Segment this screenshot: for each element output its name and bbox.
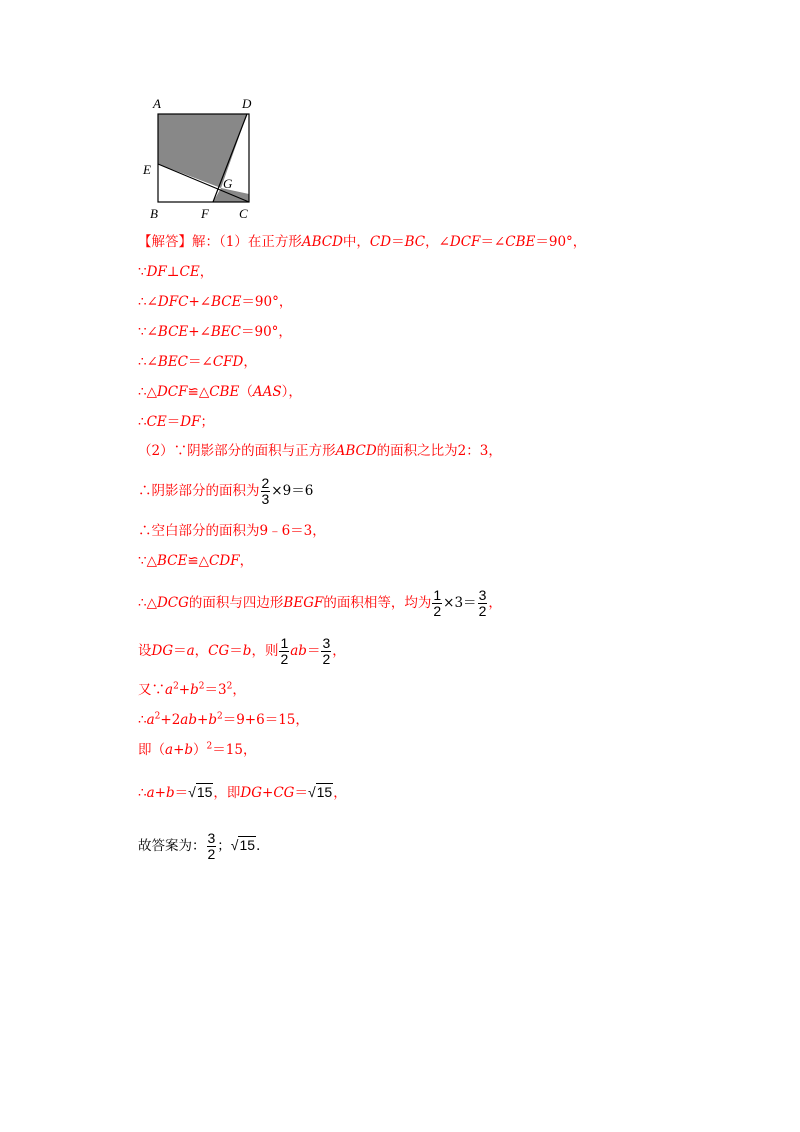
radicand: 15 — [316, 784, 333, 800]
math: BEC — [157, 354, 189, 370]
text: ，则 — [251, 643, 279, 659]
denominator: 2 — [207, 846, 216, 862]
numerator: 3 — [478, 587, 487, 603]
math: a — [186, 643, 195, 659]
solution-line-14 — [138, 682, 246, 698]
math: ABCD — [301, 234, 343, 250]
text: 中， — [342, 234, 370, 250]
answer-tag: 【解答】 — [138, 234, 192, 250]
text: ＝90°， — [241, 324, 292, 340]
text: + — [173, 742, 185, 758]
math: ab — [290, 643, 307, 659]
math: CG — [208, 643, 230, 659]
text: ∴ — [138, 414, 147, 430]
exponent: 2 — [206, 741, 213, 752]
text: ， — [333, 785, 347, 801]
denominator: 3 — [261, 491, 270, 507]
text: （ — [239, 384, 253, 400]
text: ， — [194, 643, 209, 659]
text: ＝∠ — [480, 234, 506, 250]
math: a — [165, 682, 174, 698]
text: ＝ — [173, 643, 187, 659]
label-g: G — [223, 176, 233, 191]
text: ； — [200, 414, 214, 430]
text: + — [262, 785, 274, 801]
math: a — [146, 785, 155, 801]
math: BEGF — [283, 595, 324, 611]
text: ∴ — [138, 712, 147, 728]
answer-line — [138, 830, 270, 862]
square-root: √15 — [307, 784, 333, 800]
text: ＝ — [294, 785, 308, 801]
text: 又∵ — [138, 682, 165, 698]
math: CE — [179, 264, 200, 280]
math: CG — [273, 785, 295, 801]
math: DG — [151, 643, 174, 659]
exponent: 2 — [154, 711, 161, 722]
text: 故答案为： — [138, 838, 206, 854]
radicand: 15 — [239, 837, 256, 853]
math: b — [165, 785, 175, 801]
text: +∠ — [188, 324, 211, 340]
math: ×9＝6 — [271, 483, 314, 499]
text: 的面积相等，均为 — [323, 595, 432, 611]
solution-line-6 — [138, 384, 302, 400]
square-figure — [138, 94, 268, 222]
label-b: B — [150, 206, 158, 221]
label-f: F — [201, 206, 209, 221]
text: ＝ — [174, 785, 189, 801]
text: 的面积之比为2：3， — [376, 443, 502, 459]
fraction — [432, 588, 442, 619]
text: + — [178, 682, 191, 698]
math: DCF — [449, 234, 481, 250]
exponent: 2 — [226, 681, 233, 692]
math: ab — [180, 712, 197, 728]
denominator: 2 — [322, 651, 331, 667]
numerator: 3 — [207, 830, 216, 846]
math: CBE — [505, 234, 536, 250]
math: CBE — [209, 384, 240, 400]
math: DF — [180, 414, 201, 430]
text: ∴ — [138, 785, 147, 801]
math: a — [146, 712, 155, 728]
radicand: 15 — [196, 784, 213, 800]
solution-line-16 — [138, 742, 256, 758]
text: ≌△ — [187, 384, 210, 400]
denominator: 2 — [433, 603, 442, 619]
text: ∴∠ — [138, 294, 158, 310]
math: DCG — [156, 595, 189, 611]
text: ． — [256, 838, 270, 854]
math: BCE — [156, 553, 188, 569]
text: ＝15， — [212, 742, 257, 758]
shaded-quadrilateral — [158, 114, 247, 188]
math: CFD — [212, 354, 244, 370]
math: b — [208, 712, 217, 728]
math: ABCD — [335, 443, 377, 459]
text: ∵ — [138, 264, 147, 280]
solution-line-1 — [138, 234, 586, 250]
text: ∴△ — [138, 595, 157, 611]
fraction — [261, 476, 271, 507]
solution-line-13 — [138, 636, 346, 667]
math: DF — [146, 264, 167, 280]
text: ； — [217, 838, 231, 854]
denominator: 2 — [280, 651, 289, 667]
math: AAS — [252, 384, 282, 400]
text: ＝90°， — [241, 294, 293, 310]
text: 的面积与四边形 — [188, 595, 284, 611]
geometry-diagram — [138, 94, 268, 222]
text: ∴∠ — [138, 354, 158, 370]
text: ＝ — [391, 234, 405, 250]
text: +∠ — [188, 294, 212, 310]
text: ＝∠ — [188, 354, 213, 370]
text: ∴△ — [138, 384, 157, 400]
numerator: 1 — [433, 587, 442, 603]
exponent: 2 — [216, 711, 223, 722]
solution-line-11 — [138, 553, 253, 569]
text: 解：（1）在正方形 — [192, 234, 302, 250]
numerator: 1 — [280, 635, 289, 651]
solution-line-2 — [138, 264, 213, 280]
text: ＝ — [229, 643, 243, 659]
text: ， — [243, 354, 257, 370]
math: b — [190, 682, 199, 698]
fraction — [321, 636, 331, 667]
numerator: 3 — [322, 635, 331, 651]
math: a — [165, 742, 174, 758]
text: ， — [488, 595, 502, 611]
text: ∴空白部分的面积为9﹣6＝3， — [138, 523, 326, 539]
fraction — [478, 588, 488, 619]
text: ＝3 — [204, 682, 227, 698]
exponent: 2 — [173, 681, 179, 692]
label-a: A — [153, 96, 161, 111]
solution-line-12 — [138, 588, 502, 619]
text: 设 — [138, 643, 152, 659]
text: + — [197, 712, 209, 728]
text: ∵△ — [138, 553, 157, 569]
solution-line-3 — [138, 294, 292, 310]
math: BCE — [211, 294, 242, 310]
math: ×3＝ — [443, 595, 477, 611]
text: ， — [332, 643, 346, 659]
text: ， — [199, 264, 214, 280]
text: 即（ — [138, 742, 165, 758]
label-d: D — [242, 96, 252, 111]
text: ， — [239, 553, 254, 569]
solution-line-15 — [138, 712, 309, 728]
math: DFC — [157, 294, 189, 310]
fraction — [207, 831, 217, 862]
text: ∴阴影部分的面积为 — [138, 483, 260, 499]
math: BCE — [157, 324, 189, 340]
denominator: 2 — [478, 603, 487, 619]
solution-line-8 — [138, 443, 502, 459]
text: ＝90°， — [535, 234, 587, 250]
text: ，∠ — [425, 234, 450, 250]
math: b — [184, 742, 194, 758]
text: （2）∵阴影部分的面积与正方形 — [138, 443, 336, 459]
square-root: √15 — [188, 784, 213, 800]
label-e: E — [143, 162, 151, 177]
text: ，即 — [213, 785, 241, 801]
solution-line-4 — [138, 324, 292, 340]
text: ＝9+6＝15， — [222, 712, 309, 728]
math: DCF — [156, 384, 188, 400]
solution-line-10 — [138, 523, 326, 539]
text: ⊥ — [166, 264, 180, 280]
math: CD — [369, 234, 392, 250]
math: CDF — [209, 553, 240, 569]
text: +2 — [160, 712, 181, 728]
math: b — [242, 643, 252, 659]
text: ∵∠ — [138, 324, 158, 340]
math: BC — [404, 234, 426, 250]
text: ， — [232, 682, 246, 698]
solution-line-5 — [138, 354, 257, 370]
label-c: C — [239, 206, 248, 221]
math: DG — [240, 785, 262, 801]
math: CE — [146, 414, 167, 430]
solution-line-7 — [138, 414, 214, 430]
text: ）， — [281, 384, 302, 400]
math: BEC — [210, 324, 241, 340]
text: + — [154, 785, 166, 801]
text: ） — [193, 742, 207, 758]
fraction — [279, 636, 289, 667]
square-root: √15 — [230, 837, 256, 853]
solution-line-17 — [138, 780, 347, 805]
text: ≌△ — [187, 553, 210, 569]
solution-line-9 — [138, 476, 313, 507]
text: ＝ — [166, 414, 181, 430]
exponent: 2 — [198, 681, 205, 692]
numerator: 2 — [261, 475, 270, 491]
text: ＝ — [306, 643, 321, 659]
